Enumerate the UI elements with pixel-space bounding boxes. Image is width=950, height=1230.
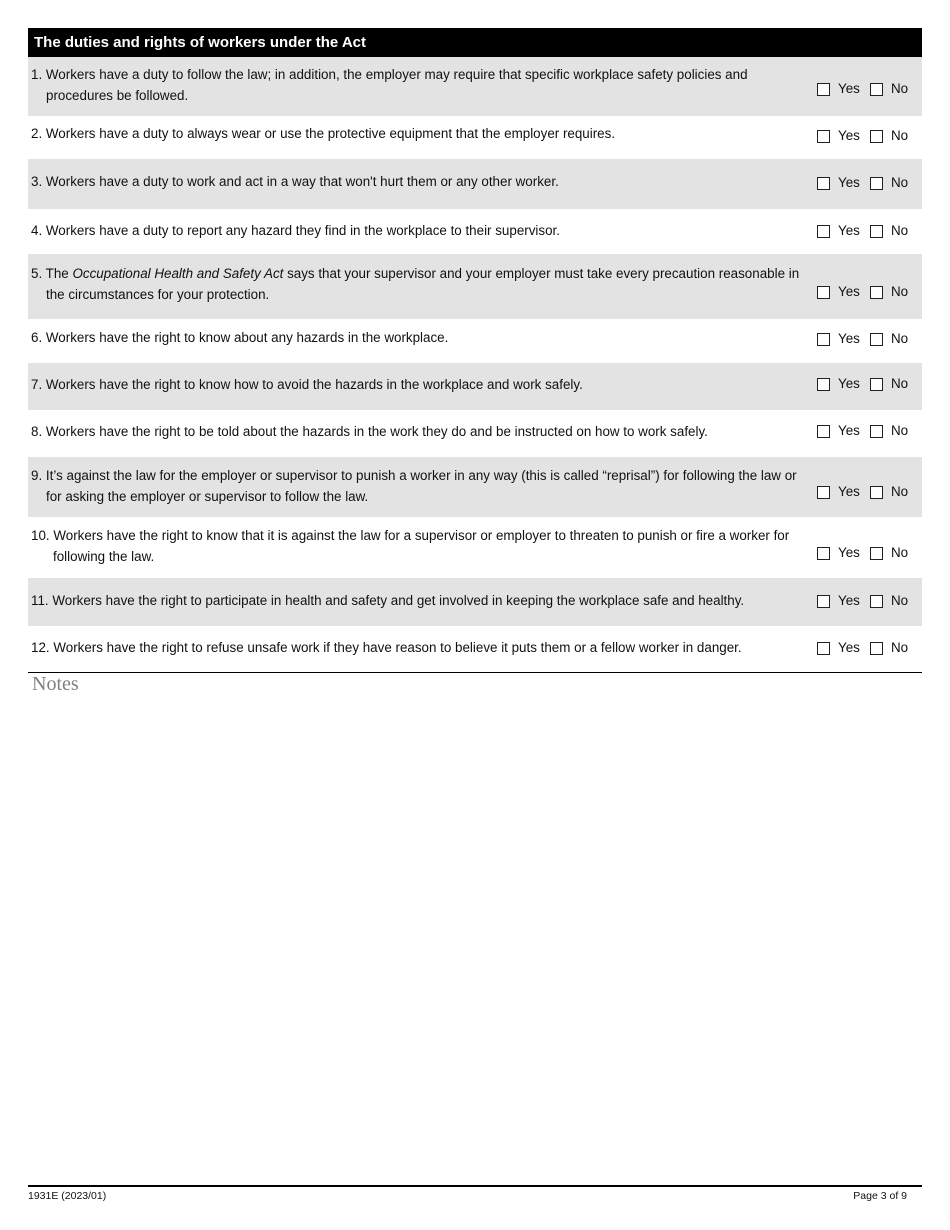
yes-no-choice	[815, 223, 922, 243]
list-item	[28, 57, 922, 116]
yes-label: Yes	[838, 376, 860, 391]
yes-label: Yes	[838, 284, 860, 299]
yes-no-choice	[815, 175, 922, 195]
yes-no-choice	[815, 128, 922, 148]
item-number: 2.	[31, 126, 43, 141]
item-number: 8.	[31, 424, 43, 439]
item-text: Workers have a duty to work and act in a way that won't hurt them or any other worker.	[45, 174, 559, 189]
duties-rights-list	[28, 57, 922, 672]
item-number: 4.	[31, 223, 43, 238]
item-text-prefix: The	[45, 266, 73, 281]
no-label: No	[891, 423, 909, 438]
yes-checkbox[interactable]	[817, 225, 830, 238]
no-checkbox[interactable]	[870, 130, 883, 143]
no-checkbox[interactable]	[870, 177, 883, 190]
no-checkbox[interactable]	[870, 642, 883, 655]
yes-label: Yes	[838, 484, 860, 499]
no-label: No	[891, 484, 909, 499]
list-item	[28, 254, 922, 319]
yes-checkbox[interactable]	[817, 286, 830, 299]
no-label: No	[891, 284, 909, 299]
item-text: Workers have the right to participate in health and safety and get involved in keeping the workplace safe and healthy.	[52, 593, 745, 608]
yes-label: Yes	[838, 423, 860, 438]
no-label: No	[891, 331, 909, 346]
item-text: Workers have a duty to report any hazard they find in the workplace to their supervisor.	[45, 223, 560, 238]
yes-checkbox[interactable]	[817, 642, 830, 655]
no-checkbox[interactable]	[870, 547, 883, 560]
no-label: No	[891, 376, 909, 391]
no-checkbox[interactable]	[870, 333, 883, 346]
list-item	[28, 363, 922, 410]
no-checkbox[interactable]	[870, 225, 883, 238]
list-item	[28, 159, 922, 209]
section-divider	[28, 672, 922, 673]
no-label: No	[891, 128, 909, 143]
yes-checkbox[interactable]	[817, 130, 830, 143]
list-item	[28, 116, 922, 159]
no-checkbox[interactable]	[870, 378, 883, 391]
notes-label: Notes	[32, 673, 79, 695]
page-number: Page 3 of 9	[853, 1190, 907, 1202]
form-id: 1931E (2023/01)	[28, 1190, 107, 1202]
item-text: says that your supervisor and your employer must take every precaution reasonable in the circumstances for your protection.	[46, 266, 800, 302]
footer-divider	[28, 1185, 922, 1187]
yes-label: Yes	[838, 593, 860, 608]
item-text: It’s against the law for the employer or supervisor to punish a worker in any way (this is called “reprisal”) for following the law or for asking the employer or supervisor to follow the law.	[45, 468, 797, 504]
section-header	[28, 28, 922, 57]
list-item	[28, 410, 922, 457]
item-text: Workers have the right to be told about the hazards in the work they do and be instructed on how to work safely.	[45, 424, 708, 439]
yes-label: Yes	[838, 640, 860, 655]
yes-checkbox[interactable]	[817, 333, 830, 346]
no-checkbox[interactable]	[870, 486, 883, 499]
yes-label: Yes	[838, 175, 860, 190]
item-text: Workers have a duty to always wear or use the protective equipment that the employer requires.	[45, 126, 616, 141]
yes-checkbox[interactable]	[817, 378, 830, 391]
item-number: 3.	[31, 174, 43, 189]
item-text: Workers have the right to know that it is against the law for a supervisor or employer to threaten to punish or fire a worker for following the law.	[53, 528, 790, 564]
list-item	[28, 517, 922, 578]
item-number: 11.	[31, 593, 49, 608]
yes-no-choice	[815, 81, 922, 101]
yes-no-choice	[815, 331, 922, 351]
item-text: Workers have the right to know how to avoid the hazards in the workplace and work safely.	[45, 377, 583, 392]
yes-checkbox[interactable]	[817, 83, 830, 96]
item-number: 7.	[31, 377, 43, 392]
no-checkbox[interactable]	[870, 595, 883, 608]
no-checkbox[interactable]	[870, 286, 883, 299]
yes-checkbox[interactable]	[817, 547, 830, 560]
item-text: Workers have the right to know about any hazards in the workplace.	[45, 330, 449, 345]
item-text: Workers have the right to refuse unsafe work if they have reason to believe it puts them or a fellow worker in danger.	[53, 640, 742, 655]
no-label: No	[891, 175, 909, 190]
item-number: 10.	[31, 528, 50, 543]
no-label: No	[891, 545, 909, 560]
list-item	[28, 209, 922, 254]
item-number: 12.	[31, 640, 50, 655]
no-label: No	[891, 593, 909, 608]
yes-no-choice	[815, 484, 922, 504]
no-label: No	[891, 640, 909, 655]
yes-checkbox[interactable]	[817, 177, 830, 190]
act-title: Occupational Health and Safety Act	[72, 266, 284, 281]
item-number: 5.	[31, 266, 43, 281]
list-item	[28, 578, 922, 626]
item-number: 6.	[31, 330, 43, 345]
yes-label: Yes	[838, 81, 860, 96]
yes-checkbox[interactable]	[817, 486, 830, 499]
yes-label: Yes	[838, 128, 860, 143]
list-item	[28, 319, 922, 363]
yes-no-choice	[815, 545, 922, 565]
list-item	[28, 626, 922, 672]
yes-no-choice	[815, 593, 922, 613]
list-item	[28, 457, 922, 517]
item-number: 9.	[31, 468, 43, 483]
yes-no-choice	[815, 376, 922, 396]
yes-checkbox[interactable]	[817, 425, 830, 438]
no-checkbox[interactable]	[870, 425, 883, 438]
section-title: The duties and rights of workers under the Act	[34, 34, 366, 51]
yes-no-choice	[815, 423, 922, 443]
item-number: 1.	[31, 67, 43, 82]
yes-no-choice	[815, 640, 922, 660]
no-label: No	[891, 223, 909, 238]
yes-label: Yes	[838, 545, 860, 560]
yes-label: Yes	[838, 331, 860, 346]
yes-checkbox[interactable]	[817, 595, 830, 608]
item-text: Workers have a duty to follow the law; in addition, the employer may require that specific workplace safety policies and procedures be followed.	[45, 67, 748, 103]
yes-no-choice	[815, 284, 922, 304]
no-label: No	[891, 81, 909, 96]
yes-label: Yes	[838, 223, 860, 238]
no-checkbox[interactable]	[870, 83, 883, 96]
